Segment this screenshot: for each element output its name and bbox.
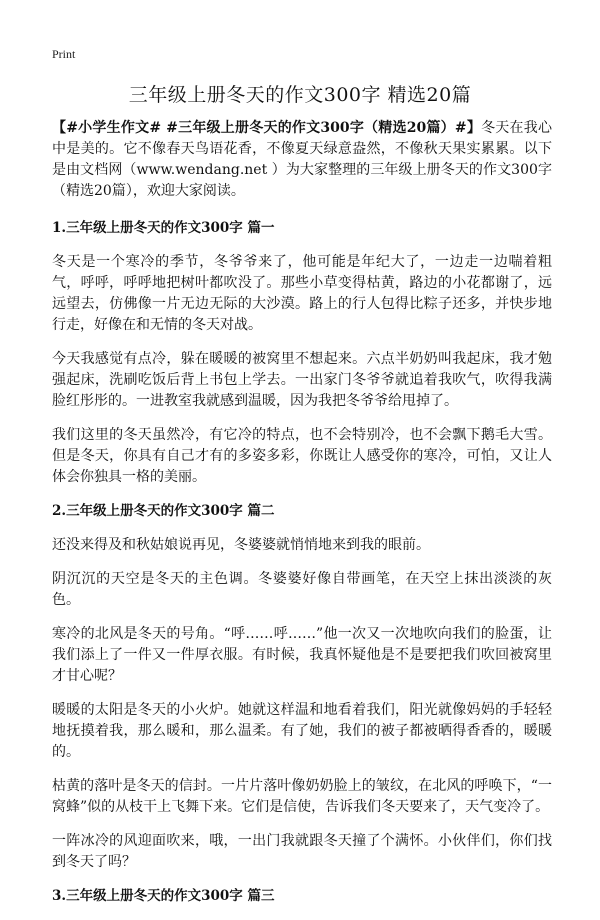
paragraph: 寒冷的北风是冬天的号角。“呼……呼……”他一次又一次地吹向我们的脸蛋，让我们添上了一件又一件厚衣服。有时候，我真怀疑他是不是要把我们吹回被窝里才甘心呢？ xyxy=(52,626,552,684)
intro-paragraph xyxy=(52,118,552,202)
section-heading-2: 2.三年级上册冬天的作文300字 篇二 xyxy=(52,503,275,519)
section-heading-3: 3.三年级上册冬天的作文300字 篇三 xyxy=(52,888,275,904)
paragraph: 枯黄的落叶是冬天的信封。一片片落叶像奶奶脸上的皱纹，在北风的呼唤下，“一窝蜂”似的从枝干上飞舞下来。它们是信使，告诉我们冬天要来了，天气变冷了。 xyxy=(52,778,552,815)
paragraph: 一阵冰冷的风迎面吹来，哦，一出门我就跟冬天撞了个满怀。小伙伴们，你们找到冬天了吗？ xyxy=(52,833,552,870)
paragraph: 暖暖的太阳是冬天的小火炉。她就这样温和地看着我们，阳光就像妈妈的手轻轻地抚摸着我，那么暖和，那么温柔。有了她，我们的被子都被晒得香香的，暖暖的。 xyxy=(52,702,552,760)
article-body xyxy=(52,118,552,920)
intro-tags: 【#小学生作文# #三年级上册冬天的作文300字（精选20篇）#】 xyxy=(52,120,482,136)
paragraph: 还没来得及和秋姑娘说再见，冬婆婆就悄悄地来到我的眼前。 xyxy=(52,537,430,553)
print-label: Print xyxy=(52,47,76,61)
paragraph: 今天我感觉有点冷，躲在暖暖的被窝里不想起来。六点半奶奶叫我起床，我才勉强起床，洗刷吃饭后背上书包上学去。一出家门冬爷爷就追着我吹气，吹得我满脸红彤彤的。一进教室我就感到温暖，因为我把冬爷爷给甩掉了。 xyxy=(52,351,552,409)
paragraph: 阴沉沉的天空是冬天的主色调。冬婆婆好像自带画笔，在天空上抹出淡淡的灰色。 xyxy=(52,571,552,608)
intro-text: 冬天在我心中是美的。它不像春天鸟语花香，不像夏天绿意盎然，不像秋天果实累累。以下是由文档网（www.wendang.net ）为大家整理的三年级上册冬天的作文300字（精选20篇），欢迎大家阅读。 xyxy=(52,120,552,199)
page-title: 三年级上册冬天的作文300字 精选20篇 xyxy=(128,84,472,106)
paragraph: 我们这里的冬天虽然冷，有它冷的特点，也不会特别冷，也不会飘下鹅毛大雪。但是冬天，你具有自己才有的多姿多彩，你既让人感受你的寒冷，可怕，又让人体会你独具一格的美丽。 xyxy=(52,427,552,485)
section-heading-1: 1.三年级上册冬天的作文300字 篇一 xyxy=(52,220,275,236)
paragraph: 冬天是一个寒冷的季节，冬爷爷来了，他可能是年纪大了，一边走一边喘着粗气，呼呼，呼呼地把树叶都吹没了。那些小草变得枯黄，路边的小花都谢了，远远望去，仿佛像一片无边无际的大沙漠。路上的行人包得比粽子还多，并快步地行走，好像在和无情的冬天对战。 xyxy=(52,254,552,333)
